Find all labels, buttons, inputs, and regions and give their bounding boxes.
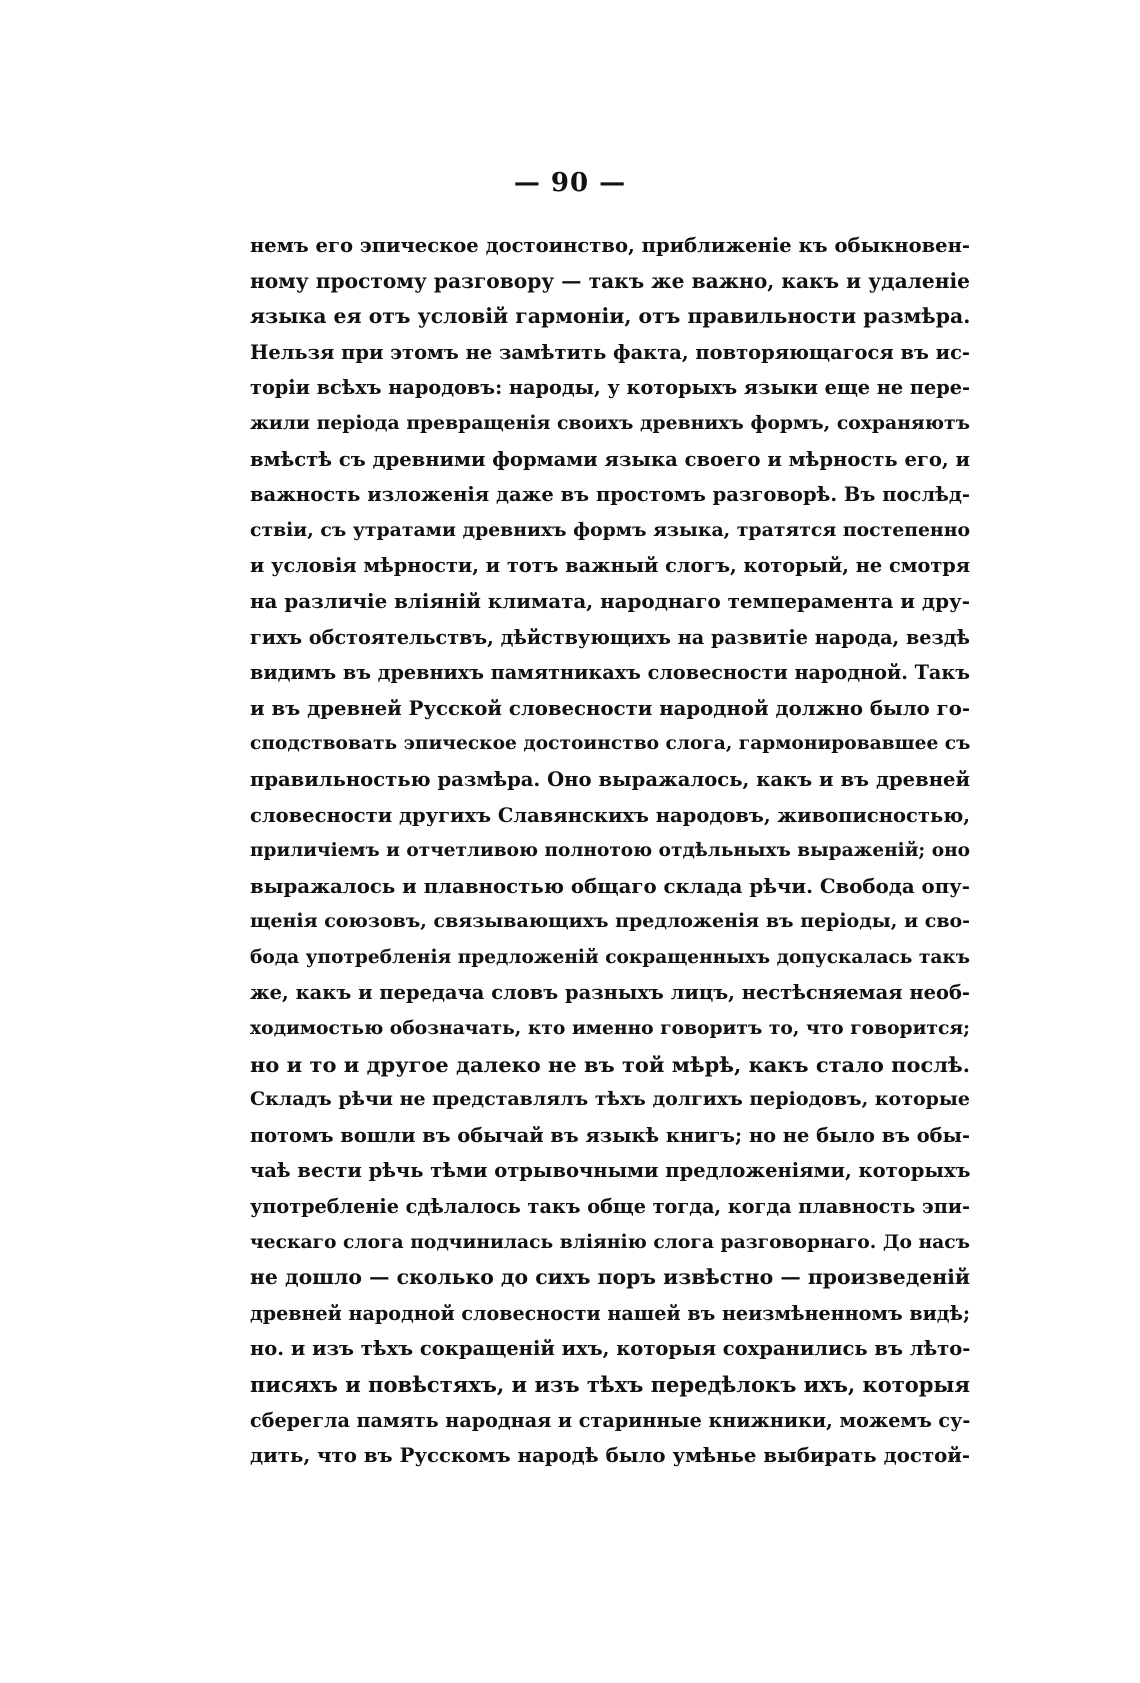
text-line: древней народной словесности нашей въ неизмѣненномъ видѣ; [250, 1301, 970, 1325]
text-line: правильностью размѣра. Оно выражалось, какъ и въ древней [250, 767, 970, 791]
text-line: Нельзя при этомъ не замѣтить факта, повторяющагося въ ис- [250, 340, 970, 364]
text-line: не дошло — сколько до сихъ поръ извѣстно — произведеній [250, 1265, 970, 1290]
text-line: языка ея отъ условій гармоніи, отъ правильности размѣра. [250, 304, 971, 329]
text-line: ствіи, съ утратами древнихъ формъ языка, тратятся постепенно [250, 518, 970, 541]
text-line: важность изложенія даже въ простомъ разговорѣ. Въ послѣд- [250, 483, 970, 507]
text-line: Складъ рѣчи не представлялъ тѣхъ долгихъ періодовъ, которые [250, 1088, 970, 1111]
text-line: гихъ обстоятельствъ, дѣйствующихъ на развитіе народа, вездѣ [250, 625, 970, 649]
text-line: торіи всѣхъ народовъ: народы, у которыхъ языки еще не пере- [250, 376, 970, 400]
text-line: употребленіе сдѣлалось такъ обще тогда, когда плавность эпи- [250, 1195, 970, 1219]
text-line: чаѣ вести рѣчь тѣми отрывочными предложеніями, которыхъ [250, 1159, 971, 1183]
text-line: потомъ вошли въ обычай въ языкѣ книгъ; но не было въ обы- [250, 1123, 970, 1147]
text-line: и условія мѣрности, и тотъ важный слогъ, который, не смотря [250, 554, 970, 578]
text-line: вмѣстѣ съ древними формами языка своего и мѣрность его, и [250, 447, 970, 471]
text-line: словесности другихъ Славянскихъ народовъ, живописностью, [250, 803, 970, 827]
text-line: бода употребленія предложеній сокращенныхъ допускалась такъ [250, 946, 970, 968]
page-number: — 90 — [513, 168, 627, 198]
text-line: приличіемъ и отчетливою полнотою отдѣльныхъ выраженій; оно [250, 840, 970, 862]
text-line: видимъ въ древнихъ памятникахъ словесности народной. Такъ [250, 661, 970, 685]
text-line: немъ его эпическое достоинство, приближеніе къ обыкновен- [250, 234, 970, 257]
text-line: же, какъ и передача словъ разныхъ лицъ, нестѣсняемая необ- [250, 981, 970, 1005]
text-line: дить, что въ Русскомъ народѣ было умѣнье выбирать достой- [250, 1443, 970, 1468]
text-line: щенія союзовъ, связывающихъ предложенія въ періоды, и сво- [250, 910, 970, 933]
text-line: ческаго слога подчинилась вліянію слога разговорнаго. До насъ [250, 1230, 970, 1253]
text-line: жили періода превращенія своихъ древнихъ формъ, сохраняютъ [250, 411, 970, 434]
body-text [250, 228, 970, 1474]
text-line: ходимостью обозначать, кто именно говоритъ то, что говорится; [250, 1017, 970, 1040]
text-line: писяхъ и повѣстяхъ, и изъ тѣхъ передѣлокъ ихъ, которыя [250, 1372, 970, 1397]
text-line: но. и изъ тѣхъ сокращеній ихъ, которыя сохранились въ лѣто- [250, 1337, 971, 1361]
text-line: но и то и другое далеко не въ той мѣрѣ, какъ стало послѣ. [250, 1051, 970, 1077]
text-line: сподствовать эпическое достоинство слога, гармонировавшее съ [250, 733, 971, 755]
text-line: и въ древней Русской словесности народной должно было го- [250, 696, 970, 720]
text-line: выражалось и плавностью общаго склада рѣчи. Свобода опу- [250, 873, 970, 898]
text-line: сберегла память народная и старинные книжники, можемъ су- [250, 1408, 971, 1432]
text-line: на различіе вліяній климата, народнаго темперамента и дру- [250, 588, 970, 613]
text-line: ному простому разговору — такъ же важно, какъ и удаленіе [250, 268, 970, 293]
